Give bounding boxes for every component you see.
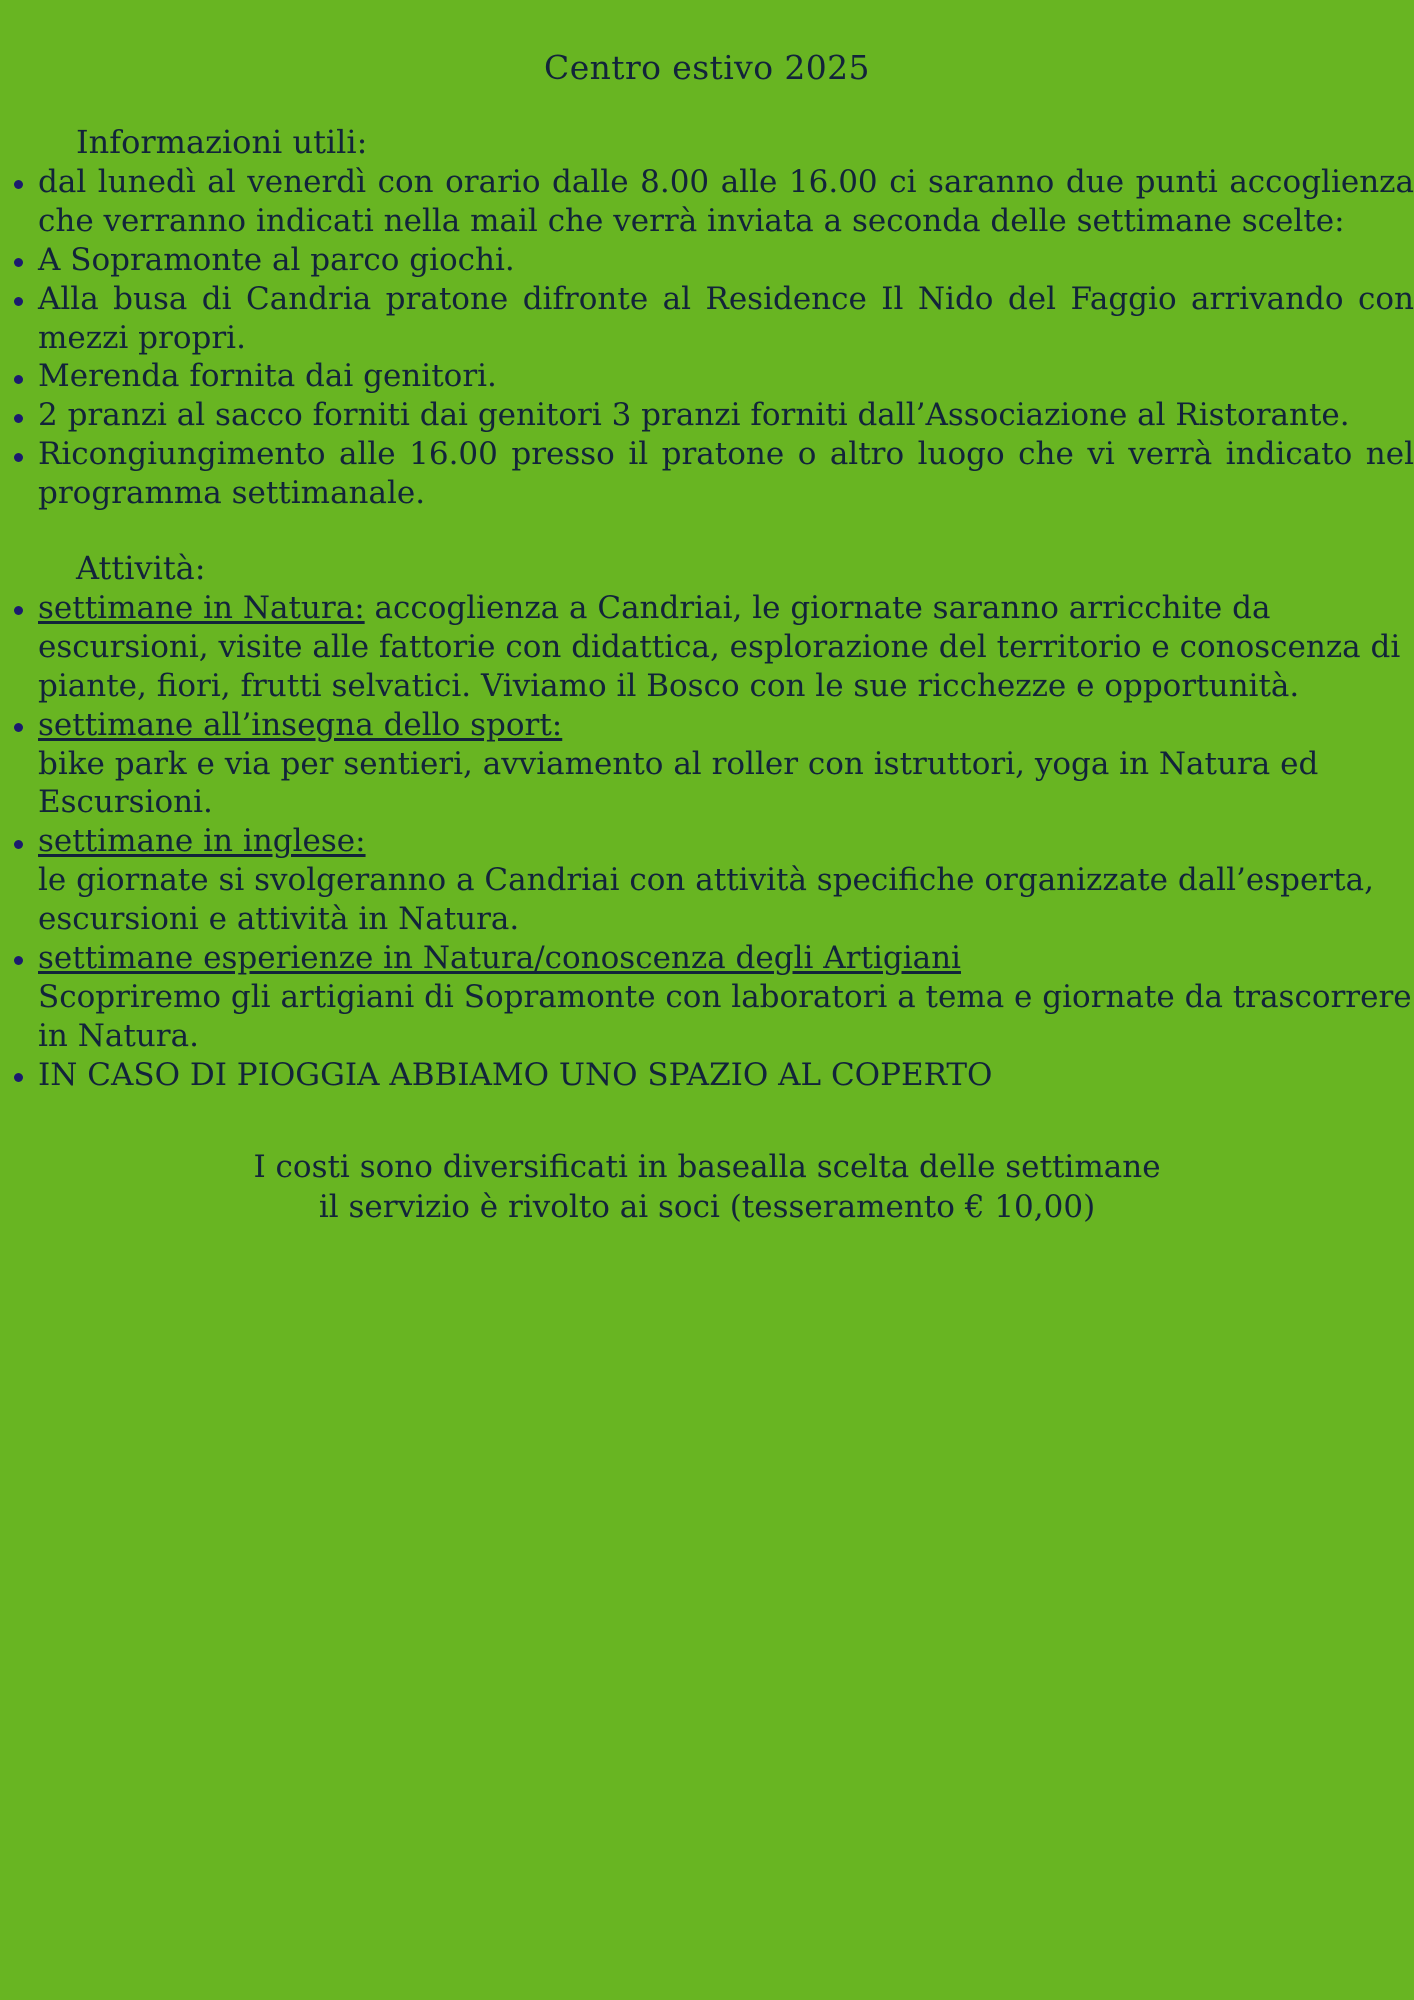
page-title: Centro estivo 2025	[544, 48, 870, 87]
list-item	[0, 241, 1414, 280]
list-item	[0, 396, 1414, 435]
list-item-text: Merenda fornita dai genitori.	[38, 358, 497, 395]
activity-body: le giornate si svolgeranno a Candriai con attività specifiche organizzate dall’esperta, escursioni e attività in Natura.	[38, 862, 1374, 938]
section-heading-informazioni: Informazioni utili:	[76, 123, 368, 161]
informazioni-list	[0, 163, 1414, 513]
list-item-text: Ricongiungimento alle 16.00 presso il pratone o altro luogo che vi verrà indicato nel programma settimanale.	[38, 436, 1414, 512]
list-item-text: Alla busa di Candria pratone difronte al Residence Il Nido del Faggio arrivando con mezzi propri.	[38, 280, 1414, 356]
list-item	[0, 163, 1414, 241]
section-heading-attivita: Attività:	[76, 549, 206, 588]
activity-title: settimane in inglese:	[38, 823, 366, 860]
list-item-text: 2 pranzi al sacco forniti dai genitori 3 pranzi forniti dall’Associazione al Ristorante.	[38, 397, 1350, 434]
activity-body: bike park e via per sentieri, avviamento al roller con istruttori, yoga in Natura ed Escursioni.	[38, 745, 1319, 821]
list-item	[0, 357, 1414, 396]
list-item	[0, 435, 1414, 513]
list-item	[0, 589, 1414, 706]
activity-body: Scopriremo gli artigiani di Sopramonte con laboratori a tema e giornate da trascorrere in Natura.	[38, 978, 1412, 1054]
footer-line-costs: I costi sono diversificati in basealla scelta delle settimane	[253, 1148, 1161, 1185]
activity-title: settimane esperienze in Natura/conoscenza degli Artigiani	[38, 940, 961, 977]
list-item	[0, 280, 1414, 358]
list-item	[0, 939, 1414, 1056]
rain-notice-list	[0, 1056, 1414, 1095]
list-item	[0, 706, 1414, 823]
list-item-text: A Sopramonte al parco giochi.	[38, 241, 515, 278]
activity-title: settimane all’insegna dello sport:	[38, 706, 563, 743]
list-item-text: dal lunedì al venerdì con orario dalle 8.00 alle 16.00 ci saranno due punti accoglienza che verranno indicati nella mail che verrà inviata a seconda delle settimane scelte:	[38, 164, 1414, 239]
footer-line-members: il servizio è rivolto ai soci (tesseramento € 10,00)	[318, 1188, 1096, 1225]
rain-notice-text: IN CASO DI PIOGGIA ABBIAMO UNO SPAZIO AL COPERTO	[38, 1056, 993, 1093]
activity-body: accoglienza a Candriai, le giornate saranno arricchite da escursioni, visite alle fattorie con didattica, esplorazione del territorio e conoscenza di piante, fiori, frutti selvatici. Viviamo il Bosco con le sue ricchezze e opportunità.	[38, 590, 1401, 704]
list-item	[0, 1056, 1414, 1095]
attivita-list	[0, 589, 1414, 1056]
list-item	[0, 822, 1414, 939]
footer	[70, 1147, 1344, 1228]
activity-title: settimane in Natura:	[38, 590, 365, 627]
